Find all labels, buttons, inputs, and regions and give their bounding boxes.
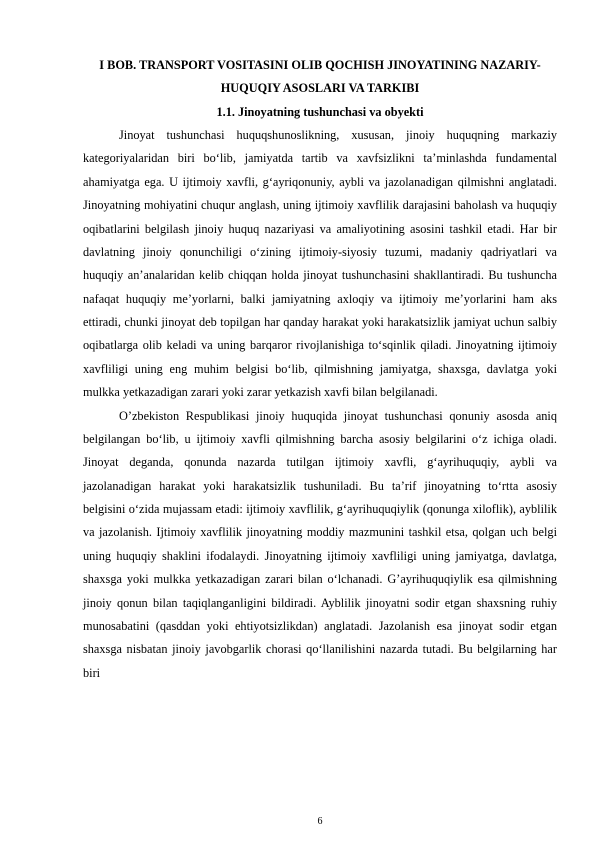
body-text [83,124,557,685]
paragraph: Jinoyat tushunchasi huquqshunoslikning, xususan, jinoiy huquqning markaziy kategoriyalaridan biri bo‘lib, jamiyatda tartib va xavfsizlikni ta’minlashda fundamental ahamiyatga ega. U ijtimoiy xavfli, g‘ayriqonuniy, aybli va jazolanadigan qilmishni anglatadi. Jinoyatning mohiyatini chuqur anglash, uning ijtimoiy xavflilik darajasini baholash va huquqiy oqibatlarini belgilash jinoiy huquq nazariyasi va amaliyotining asosini tashkil etadi. Har bir davlatning jinoiy qonunchiligi o‘zining ijtimoiy-siyosiy tuzumi, madaniy qadriyatlari va huquqiy an’analaridan kelib chiqqan holda jinoyat tushunchasini shakllantiradi. Bu tushuncha nafaqat huquqiy me’yorlarni, balki jamiyatning axloqiy va ijtimoiy me’yorlarini ham aks ettiradi, chunki jinoyat deb topilgan har qanday harakat yoki harakatsizlik jamiyat uchun salbiy oqibatlarga olib keladi va uning barqaror rivojlanishiga to‘sqinlik qiladi. Jinoyatning ijtimoiy xavfliligi uning eng muhim belgisi bo‘lib, qilmishning jamiyatga, shaxsga, davlatga yoki mulkka yetkazadigan zarari yoki zarar yetkazish xavfi bilan belgilanadi. [83,128,557,400]
paragraph: O’zbekiston Respublikasi jinoiy huquqida jinoyat tushunchasi qonuniy asosda aniq belgilangan bo‘lib, u ijtimoiy xavfli qilmishning barcha asosiy belgilarini o‘z ichiga oladi. Jinoyat deganda, qonunda nazarda tutilgan ijtimoiy xavfli, g‘ayrihuquqiy, aybli va jazolanadigan harakat yoki harakatsizlik tushuniladi. Bu ta’rif jinoyatning to‘rtta asosiy belgisini o‘zida mujassam etadi: ijtimoiy xavflilik, g‘ayrihuquqiylik (qonunga xiloflik), ayblilik va jazolanish. Ijtimoiy xavflilik jinoyatning moddiy mazmunini tashkil etsa, qolgan uch belgi uning huquqiy shaklini ifodalaydi. Jinoyatning ijtimoiy xavfliligi uning jamiyatga, davlatga, shaxsga yoki mulkka yetkazadigan zarari bilan o‘lchanadi. G’ayrihuquqiylik esa qilmishning jinoiy qonun bilan taqiqlanganligini bildiradi. Ayblilik jinoyatni sodir etgan shaxsning ruhiy munosabatini (qasddan yoki ehtiyotsizlikdan) anglatadi. Jazolanish esa jinoyat sodir etgan shaxsga nisbatan jinoiy javobgarlik chorasi qo‘llanilishini nazarda tutadi. Bu belgilarning har biri [83,408,557,680]
section-title: 1.1. Jinoyatning tushunchasi va obyekti [216,105,424,119]
chapter-title: I BOB. TRANSPORT VOSITASINI OLIB QOCHISH JINOYATINING NAZARIY-HUQUQIY ASOSLARI VA TARKIBI [99,58,541,96]
page-number: 6 [317,816,323,827]
